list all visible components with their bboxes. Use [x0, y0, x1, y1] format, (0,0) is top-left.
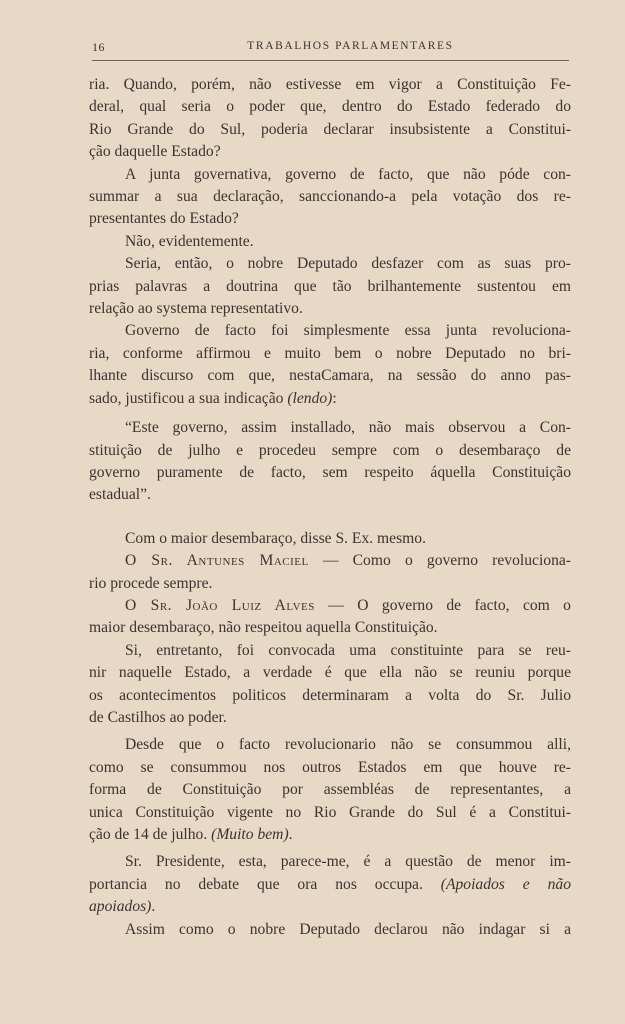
- text-line: [89, 388, 571, 410]
- text-line: [89, 824, 571, 846]
- punctuation: .: [288, 826, 293, 843]
- text-line: de Castilhos ao poder.: [89, 708, 227, 726]
- punctuation: .: [151, 898, 156, 916]
- text-line: Seria, então, o nobre Deputado desfazer com as suas pro-: [125, 255, 571, 273]
- speaker-name: O Sr. João Luiz Alves: [125, 596, 315, 614]
- text-line: Governo de facto foi simplesmente essa junta revoluciona-: [125, 322, 571, 340]
- text-line: [89, 595, 571, 617]
- text-line: governo puramente de facto, sem respeito áquella Constituição: [89, 463, 571, 481]
- text-line: forma de Constituição por assembléas de representantes, a: [89, 781, 571, 799]
- text-run: — O governo de facto, com o: [328, 596, 571, 614]
- text-run: sado, justificou a sua indicação: [89, 389, 284, 407]
- text-line: deral, qual seria o poder que, dentro do Estado federado do: [89, 98, 571, 116]
- speaker-name: O Sr. Antunes Maciel: [125, 552, 309, 570]
- paragraph: [89, 734, 571, 846]
- text-line: stituição de julho e procedeu sempre com o desembaraço de: [89, 441, 571, 459]
- text-line: os acontecimentos politicos determinaram a volta do Sr. Julio: [89, 686, 571, 704]
- text-line: ria. Quando, porém, não estivesse em vigor a Constituição Fe-: [89, 76, 571, 93]
- page-header: [92, 38, 569, 61]
- text-line: [89, 550, 571, 572]
- speaker-paragraph: [89, 550, 571, 595]
- text-line: nir naquelle Estado, a verdade é que ella não se reuniu porque: [89, 664, 571, 682]
- text-line: “Este governo, assim installado, não mais observou a Con-: [125, 419, 571, 437]
- text-line: lhante discurso com que, nestaCamara, na sessão do anno pas-: [89, 367, 571, 385]
- text-line: Com o maior desembaraço, disse S. Ex. mesmo.: [125, 529, 426, 547]
- text-line: Desde que o facto revolucionario não se consummou alli,: [125, 736, 571, 754]
- paragraph: [89, 74, 571, 164]
- text-line: maior desembaraço, não respeitou aquella Constituição.: [89, 619, 438, 637]
- text-line: estadual”.: [89, 486, 151, 504]
- text-line: ria, conforme affirmou e muito bem o nobre Deputado no bri-: [89, 344, 571, 362]
- text-line: prias palavras a doutrina que tão brilhantemente sustentou em: [89, 277, 571, 295]
- text-line: Não, evidentemente.: [125, 232, 254, 250]
- paragraph: [89, 528, 571, 550]
- text-line: [89, 874, 571, 896]
- text-line: ção daquelle Estado?: [89, 143, 221, 161]
- paragraph: [89, 851, 571, 918]
- paragraph: [89, 320, 571, 410]
- text-line: presentantes do Estado?: [89, 210, 239, 228]
- block-quote: [89, 417, 571, 507]
- text-line: A junta governativa, governo de facto, que não póde con-: [125, 165, 571, 183]
- punctuation: :: [332, 389, 337, 407]
- paragraph: [89, 253, 571, 320]
- paragraph: [89, 640, 571, 730]
- running-title: TRABALHOS PARLAMENTARES: [247, 40, 454, 52]
- text-line: rio procede sempre.: [89, 574, 213, 592]
- text-run: — Como o governo revoluciona-: [322, 552, 571, 570]
- paragraph: [89, 231, 571, 253]
- stage-direction: (Muito bem): [211, 826, 289, 843]
- text-run: ção de 14 de julho.: [89, 826, 208, 843]
- paragraph: [89, 919, 571, 941]
- text-line: Sr. Presidente, esta, parece-me, é a questão de menor im-: [125, 853, 571, 871]
- text-line: [89, 896, 571, 918]
- text-run: portancia no debate que ora nos occupa.: [89, 875, 423, 893]
- speaker-paragraph: [89, 595, 571, 640]
- text-line: relação ao systema representativo.: [89, 300, 303, 318]
- paragraph: [89, 164, 571, 231]
- text-line: Rio Grande do Sul, poderia declarar insubsistente a Constitui-: [89, 120, 571, 138]
- text-line: Assim como o nobre Deputado declarou não indagar si a: [125, 920, 571, 938]
- page-number: 16: [92, 40, 105, 54]
- body-text: [89, 74, 571, 941]
- stage-direction: (Apoiados e não: [440, 875, 571, 893]
- stage-direction: (lendo): [287, 389, 333, 407]
- text-line: unica Constituição vigente no Rio Grande do Sul é a Constitui-: [89, 803, 571, 821]
- text-line: summar a sua declaração, sanccionando-a pela votação dos re-: [89, 188, 571, 206]
- text-line: Si, entretanto, foi convocada uma constituinte para se reu-: [125, 641, 571, 659]
- stage-direction: apoiados): [89, 898, 152, 916]
- text-line: como se consummou nos outros Estados em que houve re-: [89, 758, 571, 776]
